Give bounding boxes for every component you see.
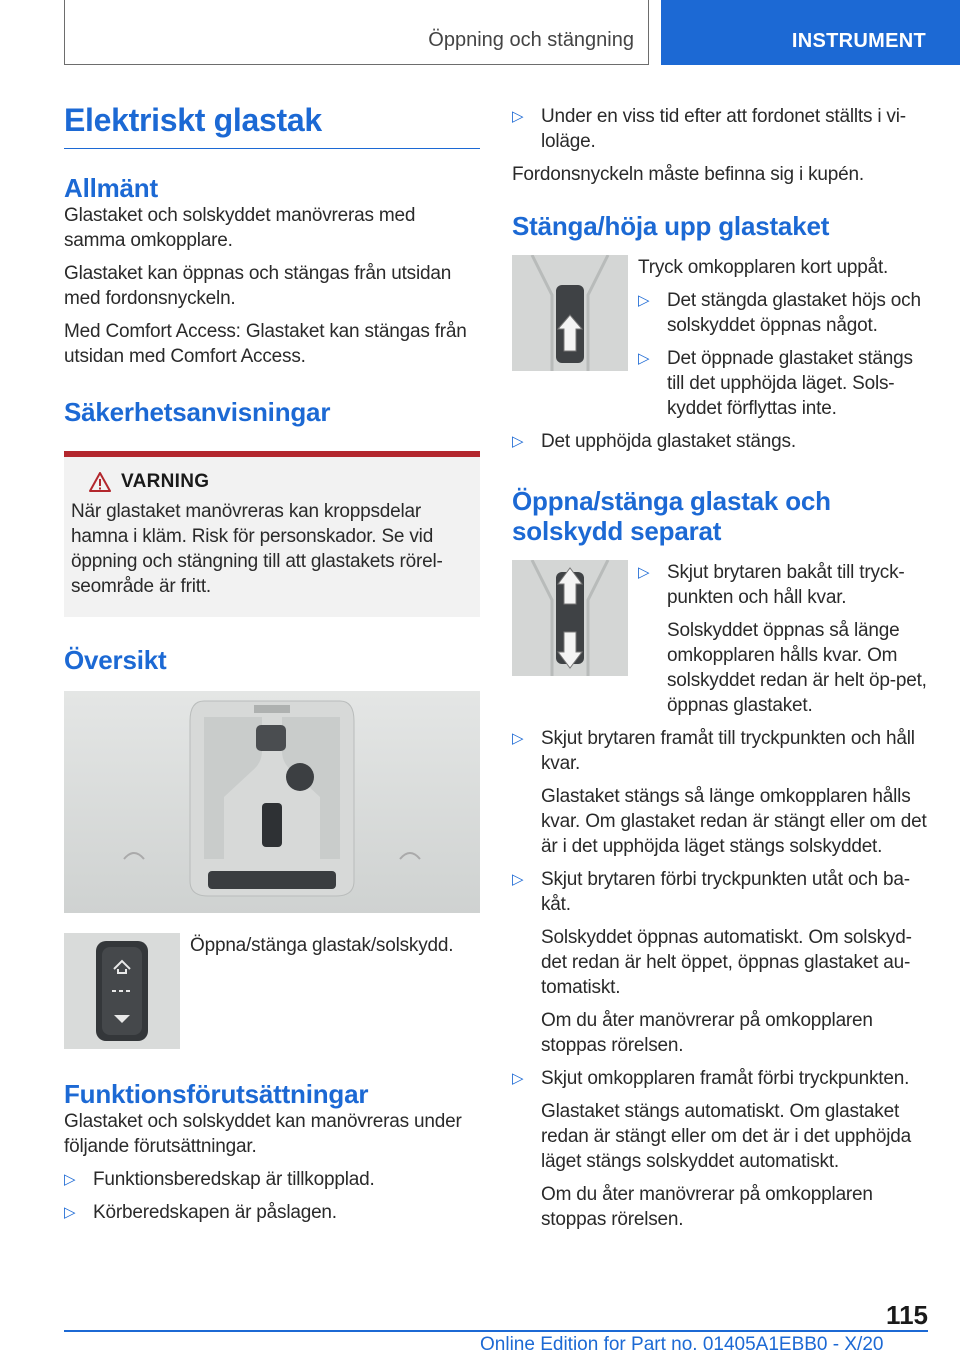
list-item: ▷ Det öppnade glastaket stängs till det upphöjda läget. Sols-kyddet förflyttas inte.: [638, 348, 913, 419]
triangle-right-icon: ▷: [638, 564, 650, 581]
footer-edition: Online Edition for Part no. 01405A1EBB0 - X/20: [480, 1334, 884, 1355]
list-item: ▷ Körberedskapen är påslagen.: [64, 1202, 337, 1223]
general-paragraph: Med Comfort Access: Glastaket kan stängas från utsidan med Comfort Access.: [64, 321, 467, 367]
header-chapter-box: [64, 0, 649, 65]
requirements-list: [64, 1167, 480, 1225]
triangle-right-icon: ▷: [512, 1070, 524, 1087]
triangle-right-icon: ▷: [638, 350, 650, 367]
list-item: ▷ Skjut brytaren förbi tryckpunkten utåt och ba-kåt. Solskyddet öppnas automatiskt. Om solskyd-det redan är helt öppet, öppnas glastaket au-tomatiskt. Om du åter manövrerar på omkopplaren stoppas rörelsen.: [512, 869, 912, 1056]
page-number: 115: [886, 1300, 928, 1330]
triangle-right-icon: ▷: [512, 730, 524, 747]
footer-divider: [64, 1330, 928, 1332]
warning-label: VARNING: [121, 471, 210, 492]
list-item: ▷ Det upphöjda glastaket stängs.: [512, 431, 796, 452]
list-item: ▷ Skjut omkopplaren framåt förbi tryckpunkten. Glastaket stängs automatiskt. Om glastaket redan är stängt eller om det är i det upphöjda läget stängs solskyddet automatiskt. Om du åter manövrerar på omkopplaren stoppas rörelsen.: [512, 1068, 911, 1230]
heading-requirements: Funktionsförutsättningar: [64, 1079, 369, 1109]
header-chapter: Öppning och stängning: [428, 29, 634, 51]
left-column: [64, 98, 480, 1225]
header-section-tab[interactable]: [661, 0, 960, 65]
list-item: ▷ Det stängda glastaket höjs och solskyddet öppnas något.: [638, 290, 921, 336]
close-after-list: [512, 429, 930, 454]
heading-overview: Översikt: [64, 645, 167, 675]
requirements-intro: Glastaket och solskyddet kan manövreras under följande förutsättningar.: [64, 1111, 462, 1157]
general-paragraph: Glastaket och solskyddet manövreras med samma omkopplare.: [64, 205, 416, 251]
general-paragraph: Glastaket kan öppnas och stängas från utsidan med fordonsnyckeln.: [64, 263, 452, 309]
overview-caption: Öppna/stänga glastak/solskydd.: [190, 935, 454, 956]
heading-close: Stänga/höja upp glastaket: [512, 211, 830, 241]
warning-triangle-icon: [89, 472, 111, 492]
triangle-right-icon: ▷: [512, 871, 524, 888]
roof-switch-closeup-image: [64, 933, 180, 1049]
triangle-right-icon: ▷: [64, 1204, 76, 1221]
triangle-right-icon: ▷: [512, 433, 524, 450]
heading-separate: Öppna/stänga glastak och solskydd separat: [512, 486, 831, 546]
page-title: Elektriskt glastak: [64, 98, 480, 149]
close-lead: Tryck omkopplaren kort uppåt.: [638, 257, 889, 278]
close-list: [638, 288, 930, 421]
triangle-right-icon: ▷: [638, 292, 650, 309]
heading-general: Allmänt: [64, 173, 158, 203]
heading-safety: Säkerhetsanvisningar: [64, 397, 331, 427]
switch-up-image: [512, 255, 628, 371]
list-item: ▷ Skjut brytaren framåt till tryckpunkten och håll kvar. Glastaket stängs så länge omkopplaren hålls kvar. Om glastaket redan är stängt eller om det är i det upphöjda läget stängs solskyddet.: [512, 728, 927, 857]
separate-fig-list: [638, 560, 930, 718]
triangle-right-icon: ▷: [64, 1171, 76, 1188]
warning-text: När glastaket manövreras kan kroppsdelar hamna i kläm. Risk för personskador. Se vid öppning och stängning till att glastakets rörel-seområde är fritt.: [71, 501, 443, 597]
roof-console-image: [64, 691, 480, 913]
warning-box: [64, 451, 480, 617]
list-item: ▷ Funktionsberedskap är tillkopplad.: [64, 1169, 375, 1190]
continued-list: [512, 104, 930, 154]
triangle-right-icon: ▷: [512, 108, 524, 125]
separate-list: [512, 726, 930, 1232]
list-item: ▷ Under en viss tid efter att fordonet ställts i vi-loläge.: [512, 106, 906, 152]
right-column: [512, 98, 930, 1232]
key-note: Fordonsnyckeln måste befinna sig i kupén.: [512, 164, 864, 185]
switch-updown-image: [512, 560, 628, 676]
header-section: INSTRUMENT: [791, 30, 926, 52]
list-item: ▷ Skjut brytaren bakåt till tryck-punkten och håll kvar. Solskyddet öppnas så länge omkopplaren hålls kvar. Om solskyddet redan är helt öp-pet, öppnas glastaket.: [638, 562, 927, 716]
